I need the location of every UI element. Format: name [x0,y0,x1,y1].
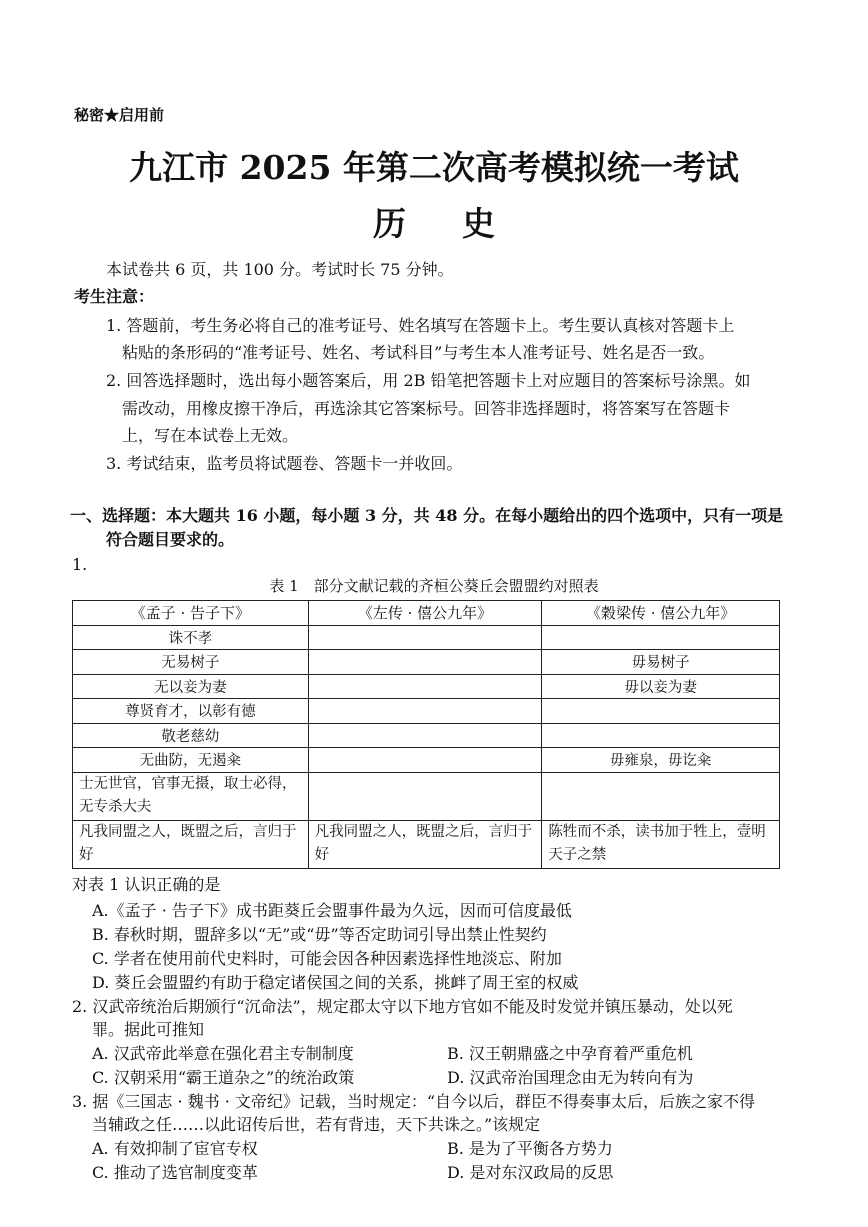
table-row [73,699,780,724]
table-caption: 表 1 部分文献记载的齐桓公葵丘会盟盟约对照表 [269,577,599,595]
table-header-row [73,601,780,626]
table-cell: 毋易树子 [542,650,780,675]
table-cell: 毋雍泉，毋讫籴 [542,748,780,773]
table-cell: 陈牲而不杀，读书加于牲上，壹明天子之禁 [542,820,780,868]
answer-option: D. 是对东汉政局的反思 [447,1163,614,1182]
table-cell: 士无世官，官事无摄，取士必得，无专杀大夫 [73,772,309,820]
note-line: 1. 答题前，考生务必将自己的准考证号、姓名填写在答题卡上。考生要认真核对答题卡上 [106,316,735,335]
notes-heading: 考生注意： [74,287,155,306]
table-row [73,748,780,773]
table-row [73,820,780,868]
table-cell: 无曲防，无遏籴 [73,748,309,773]
table-row [73,674,780,699]
table-cell [542,699,780,724]
comparison-table [72,600,780,869]
subject-title: 历史 [373,204,551,243]
answer-option: A.《孟子 · 告子下》成书距葵丘会盟事件最为久远，因而可信度最低 [92,901,572,920]
table-cell [308,699,542,724]
note-line: 2. 回答选择题时，选出每小题答案后，用 2B 铅笔把答题卡上对应题目的答案标号涂黑。如 [106,371,751,390]
table-cell [542,625,780,650]
table-cell [308,748,542,773]
question-stem: 3. 据《三国志 · 魏书 · 文帝纪》记载，当时规定：“自今以后，群臣不得奏事太后，后族之家不得 [72,1092,756,1111]
section-heading: 一、选择题：本大题共 16 小题，每小题 3 分，共 48 分。在每小题给出的四个选项中，只有一项是 [70,506,784,525]
answer-option: C. 推动了选官制度变革 [92,1163,258,1182]
table-cell [308,772,542,820]
answer-option: D. 汉武帝治国理念由无为转向有为 [447,1068,694,1087]
column-header: 《穀梁传 · 僖公九年》 [542,601,780,626]
answer-option: A. 有效抑制了宦官专权 [92,1139,258,1158]
question-stem-cont: 当辅政之任……以此诏传后世，若有背违，天下共诛之。”该规定 [92,1115,541,1134]
question-number: 1. [72,555,88,574]
note-line: 上，写在本试卷上无效。 [122,426,299,445]
table-cell [308,625,542,650]
table-cell [308,674,542,699]
answer-option: B. 是为了平衡各方势力 [447,1139,613,1158]
note-line: 粘贴的条形码的“准考证号、姓名、考试科目”与考生本人准考证号、姓名是否一致。 [122,343,715,362]
confidential-label: 秘密★启用前 [74,106,165,124]
table-cell: 尊贤育才，以彰有德 [73,699,309,724]
answer-option: A. 汉武帝此举意在强化君主专制制度 [92,1044,354,1063]
table-cell: 诛不孝 [73,625,309,650]
column-header: 《左传 · 僖公九年》 [308,601,542,626]
note-line: 需改动，用橡皮擦干净后，再选涂其它答案标号。回答非选择题时，将答案写在答题卡 [122,399,731,418]
section-heading-cont: 符合题目要求的。 [106,530,235,549]
question-stem: 对表 1 认识正确的是 [72,875,221,894]
answer-option: B. 春秋时期，盟辞多以“无”或“毋”等否定助词引导出禁止性契约 [92,925,547,944]
table-row [73,650,780,675]
table-cell [308,650,542,675]
table-cell [542,723,780,748]
table-cell [308,723,542,748]
table-row [73,772,780,820]
question-stem: 2. 汉武帝统治后期颁行“沉命法”，规定郡太守以下地方官如不能及时发觉并镇压暴动，处以死 [72,997,733,1016]
intro-text: 本试卷共 6 页，共 100 分。考试时长 75 分钟。 [106,260,454,279]
exam-title: 九江市 2025 年第二次高考模拟统一考试 [129,148,739,187]
table-cell: 毋以妾为妻 [542,674,780,699]
column-header: 《孟子 · 告子下》 [73,601,309,626]
answer-option: D. 葵丘会盟盟约有助于稳定诸侯国之间的关系，挑衅了周王室的权威 [92,973,579,992]
table-row [73,625,780,650]
table-row [73,723,780,748]
table-cell: 无以妾为妻 [73,674,309,699]
answer-option: B. 汉王朝鼎盛之中孕育着严重危机 [447,1044,693,1063]
answer-option: C. 汉朝采用“霸王道杂之”的统治政策 [92,1068,355,1087]
table-cell: 敬老慈幼 [73,723,309,748]
answer-option: C. 学者在使用前代史料时，可能会因各种因素选择性地淡忘、附加 [92,949,562,968]
table-cell: 无易树子 [73,650,309,675]
table-cell: 凡我同盟之人，既盟之后，言归于好 [308,820,542,868]
note-line: 3. 考试结束，监考员将试题卷、答题卡一并收回。 [106,454,463,473]
table-cell [542,772,780,820]
table-cell: 凡我同盟之人，既盟之后，言归于好 [73,820,309,868]
question-stem-cont: 罪。据此可推知 [92,1020,205,1039]
